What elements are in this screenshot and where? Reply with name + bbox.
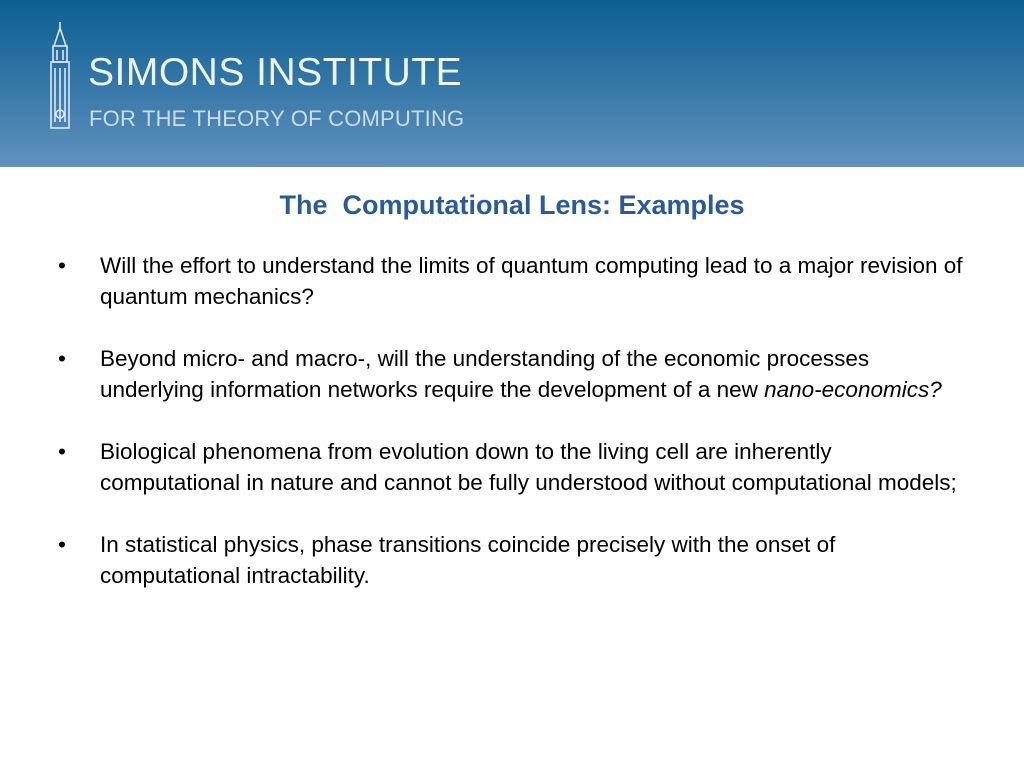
- bullet-text: Beyond micro- and macro-, will the understanding of the economic processes underlying information networks require the development of a new: [100, 346, 870, 402]
- campanile-tower-icon: [44, 20, 76, 130]
- org-subtitle: FOR THE THEORY OF COMPUTING: [89, 106, 465, 131]
- org-name: SIMONS INSTITUTE: [88, 51, 463, 94]
- bullet-text: Biological phenomena from evolution down to the living cell are inherently computational in nature and cannot be fully understood without computational models;: [100, 439, 957, 495]
- bullet-text: Will the effort to understand the limits of quantum computing lead to a major revision of quantum mechanics?: [100, 253, 963, 309]
- bullet-item: [58, 250, 968, 312]
- bullet-dot-icon: •: [58, 439, 66, 464]
- bullet-list: [58, 250, 968, 622]
- header-banner: [0, 0, 1024, 167]
- bullet-item: [58, 529, 968, 591]
- bullet-text: In statistical physics, phase transitions coincide precisely with the onset of computational intractability.: [100, 532, 836, 588]
- bullet-dot-icon: •: [58, 346, 66, 371]
- bullet-dot-icon: •: [58, 532, 66, 557]
- bullet-dot-icon: •: [58, 253, 66, 278]
- slide-title: The Computational Lens: Examples: [279, 190, 745, 220]
- bullet-item: [58, 436, 968, 498]
- bullet-item: [58, 343, 968, 405]
- bullet-emphasis: nano-economics?: [764, 377, 942, 402]
